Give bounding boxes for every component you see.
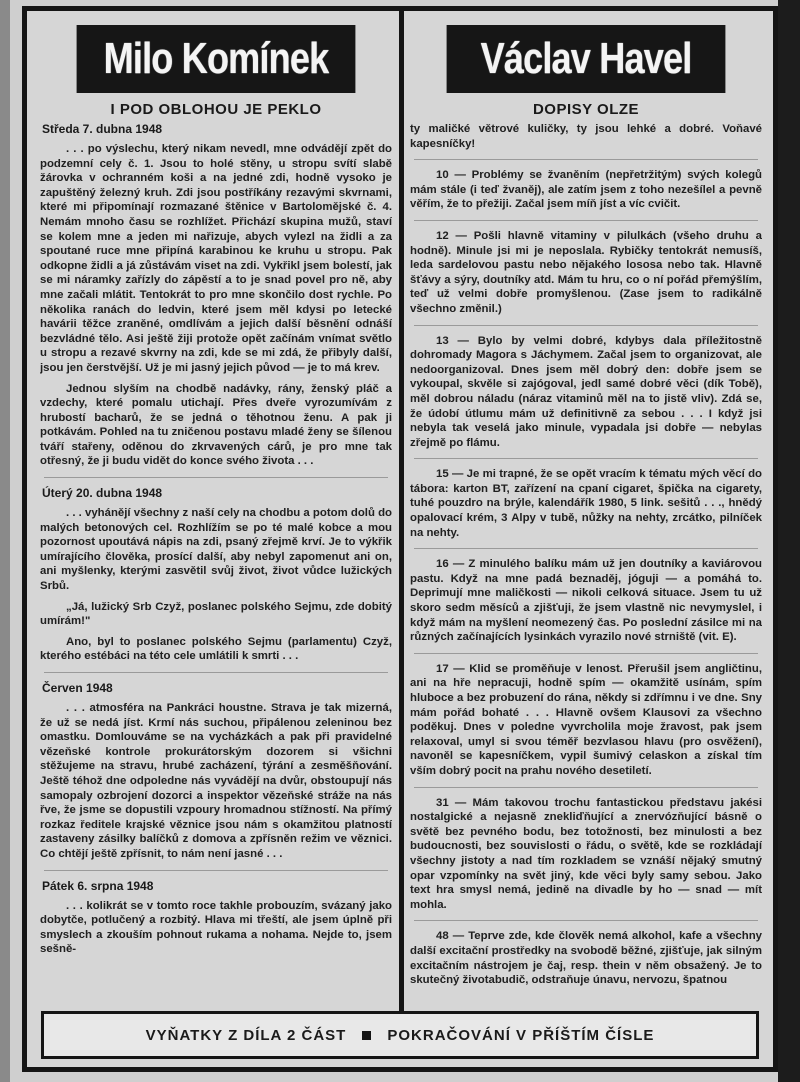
paragraph: . . . po výslechu, který nikam nevedl, mne odvádějí zpět do podzemní cely č. 1. Jsou to holé stěny, u stropu svítí slabě žárovka v ochranném koši a na jedné zdi, hodně vysoko je zapuštěný železný kruh. Zdi jsou postříkány rezavými skvrnami, které mi připomínají rozmazané štěnice v Bartolomějské č. 4. Nemám mnoho času se rozhlížet. Přichází skupina mužů, staví se kolem mne a jeden mi nařizuje, abych vylezl na židli a za spoutané ruce mne připíná karabinou ke kruhu u stropu. Pak odkopne židli a já zůstávám viset na zdi. Vykřikl jsem bolestí, jak se mi náramky zařízly do zápěstí a to je snad povel pro ně, aby mne začali mlátit. Tentokrát to pro mne skončilo dost rychle. Po několika ranách do ledvin, které jsem měl kdysi po letecké havárii těžce zraněné, omdlívám a jejich další běsnění odnáší bezvládné tělo. Asi ještě žiji protože opět začínám vnímat světlo u stropu a rezavé skvrny na zdi, kde se mi zdá, že přibyly další, jsou jen čerstvější. Už je mi jasný jejich původ — je to má krev. [40,143,392,374]
paragraph: 17 — Klid se proměňuje v lenost. Přerušil jsem angličtinu, ani na hře nepracuji, hodně spím — okamžitě usínám, spím hluboce a bez probuzení do rána, někdy si zdřímnu i ve dne. Sny mám pořád bohaté . . . Hlavně ovšem Klausovi za všechno poděkuj. Dnes v poledne vyvrcholila moje žravost, pak jsem relaxoval, umyl si svou téměř bezvlasou hlavu (pro osvěžení), navoněl se kapesníčkem, vypil šumivý celaskon a získal tím vším dobrý pocit na prahu nového desetiletí. [410,662,762,777]
divider [414,787,758,788]
paragraph: Jednou slyším na chodbě nadávky, rány, ženský pláč a vzdechy, které pomalu utichají. Přes dveře vyrozumívám z hrubostí bacharů, že se jedná o těhotnou ženu. A pak ji potkávám. Pohled na tu zničenou postavu mladé ženy se šílenou tváří stařeny, oděnou do zkrvavených cárů, je pro mne tak otřesný, že ji budu vidět do konce svého života . . . [40,382,392,468]
column-divider [399,11,404,1011]
divider [414,159,758,160]
paragraph: 10 — Problémy se žvaněním (nepřetržitým) svých kolegů mám stále (i teď žvaněj), ale zatím jsem z toho nezešílel a pevně věřím, že to přežiji. Začal jsem míň jíst a víc cvičit. [410,169,762,211]
page-edge-left [0,0,10,1082]
paragraph: Ano, byl to poslanec polského Sejmu (parlamentu) Czyž, kterého estébáci na této cele umlátili k smrti . . . [40,635,392,663]
divider [414,548,758,549]
page-edge-right [778,0,800,1082]
divider [44,672,388,673]
right-author-banner: Václav Havel [447,25,726,93]
right-subtitle: DOPISY OLZE [532,101,640,118]
paragraph: 12 — Pošli hlavně vitaminy v pilulkách (všeho druhu a hodně). Minule jsi mi je neposlala. Rybičky tentokrát nemusíš, leda sardelovou pastu nebo nějakého lososa nebo tak. Hlavně šťávy a sýry, doutníky atd. Mám tu hru, co o ní pořád přemýšlím, teď už velmi dobře promyšlenou. (Zase jsem to radikálně všechno změnil.) [410,229,762,315]
paragraph: ty maličké větrové kuličky, ty jsou lehké a dobré. Voňavé kapesníčky! [410,123,762,150]
paragraph: 16 — Z minulého balíku mám už jen doutníky a kaviárovou pastu. Když na mne padá beznaděj, jóguji — a pomáhá to. Deprimují mne maličkosti — nikoli celková situace. Jsem tu už skoro sedm měsíců a zjišťuji, že jsem vlastně nic nevymyslel, i když mám na myšlení neomezený čas. Po poslední zásilce mi na různých začínajících lysinkách vyrazilo nové strniště (vit. E). [410,558,762,644]
divider [414,458,758,459]
footer-left-text: VYŇATKY Z DÍLA 2 ČÁST [145,1026,347,1044]
footer-right-text: POKRAČOVÁNÍ V PŘÍŠTÍM ČÍSLE [387,1026,655,1044]
paragraph: . . . vyhánějí všechny z naší cely na chodbu a potom dolů do malých betonových cel. Rozhlížím se po té malé kobce a mou pozornost upoutává nápis na zdi, psaný zřejmě krví. Je to výkřik umírajícího člověka, prosící další, aby nebyl zapomenut ani on, ani myšlenky, kterými zasvětil svůj život, život vůdce lužických Srbů. [40,507,392,593]
paragraph: . . . atmosféra na Pankráci houstne. Strava je tak mizerná, že už se nedá jíst. Krmí nás suchou, připálenou zeleninou bez omastku. Domlouváme se na vycházkách a pak při pravidelné vězeňské kontrole prokurátorským dozorem si všichni stěžujeme na stravu, hrubé zacházení, týrání a zesměšňování. Ještě téhož dne odpoledne nás vyvádějí na dvůr, obstoupují nás samopaly ozbrojení dozorci a inspektor vězeňské stráže na nás řve, že jsme se dopustili vzpoury hromadnou stížností. Na přímý rozkaz ředitele krajské věznice jsou nám s okamžitou platností zastaveny zásilky balíčků z domova a zpřísněn režim ve věznici. Co chtějí ještě zpřísnit, to nám není jasné . . . [40,702,392,860]
divider [414,920,758,921]
square-bullet-icon [362,1031,371,1040]
paragraph: 13 — Bylo by velmi dobré, kdybys dala příležitostně dohromady Magora s Jáchymem. Začal jsem to organizovat, ale nedoorganizoval. Dnes jsem měl dobrý den: dobře jsem se vykoupal, skvěle si zajógoval, jedl samé dobré věci (dík Tobě), měl dobrou náladu (náraz vitaminů měl na to jistě vliv). Zdá se, že údobí útlumu mám už definitivně za sebou . . . I když jsi nebyla tak veselá jako minule, vypadala jsi dobře — nebylas zřejmě po flámu. [410,334,762,449]
footer-banner [41,1011,759,1059]
paragraph: 48 — Teprve zde, kde člověk nemá alkohol, kafe a všechny další excitační prostředky na svobodě běžné, zjišťuje, jak silným excitačním nástrojem je čaj, resp. thein v něm obsažený. Je to skutečný životabudič, odstraňuje únavu, nervozu, špatnou [410,930,762,987]
paragraph: 15 — Je mi trapné, že se opět vracím k tématu mých věcí do tábora: karton BT, zařízení na cpaní cigaret, špička na cigarety, tuhé pouzdro na brýle, kalendářík 1980, 5 link. sešitů . . ., hnědý opalovací krém, 3 Alpy v tubě, nůžky na nehty, zrcátko, pilníček na nehty. [410,468,762,539]
divider [44,477,388,478]
section-date: Pátek 6. srpna 1948 [42,878,154,893]
divider [414,220,758,221]
section-date: Středa 7. dubna 1948 [42,122,163,136]
paragraph: 31 — Mám takovou trochu fantastickou představu jakési nostalgické a nejasně znekliďňující a znervózňující básně o světě bez pevného bodu, bez totožnosti, bez minulosti a bez budoucnosti, bez souvislosti o řádu, o světě, kde se rozkládají všechny jistoty a nad tím rozkladem se vznáší nějaký smutný opar vzpomínky na svět jiný, kde věci byly samy sebou. Jako text hra smysl nemá, jedině na divadle by ho — snad — mít mohla. [410,796,762,911]
section-date: Úterý 20. dubna 1948 [42,486,163,501]
section-date: Červen 1948 [42,681,113,695]
left-subtitle: I POD OBLOHOU JE PEKLO [110,101,322,118]
paragraph: . . . kolikrát se v tomto roce takhle probouzím, svázaný jako dobytče, potlučený a rozbitý. Hlava mi třeští, ale jsem úplně při smyslech a zkouším pohnout rukama a nohama. Nejde to, jsem sešně- [40,899,392,956]
divider [44,870,388,871]
left-author-banner: Milo Komínek [77,25,356,93]
left-column [40,21,392,991]
newspaper-page [22,6,778,1072]
quote-paragraph: „Já, lužický Srb Czyž, poslanec polského Sejmu, zde dobitý umírám!" [40,600,392,628]
right-column [410,21,762,991]
divider [414,653,758,654]
divider [414,325,758,326]
